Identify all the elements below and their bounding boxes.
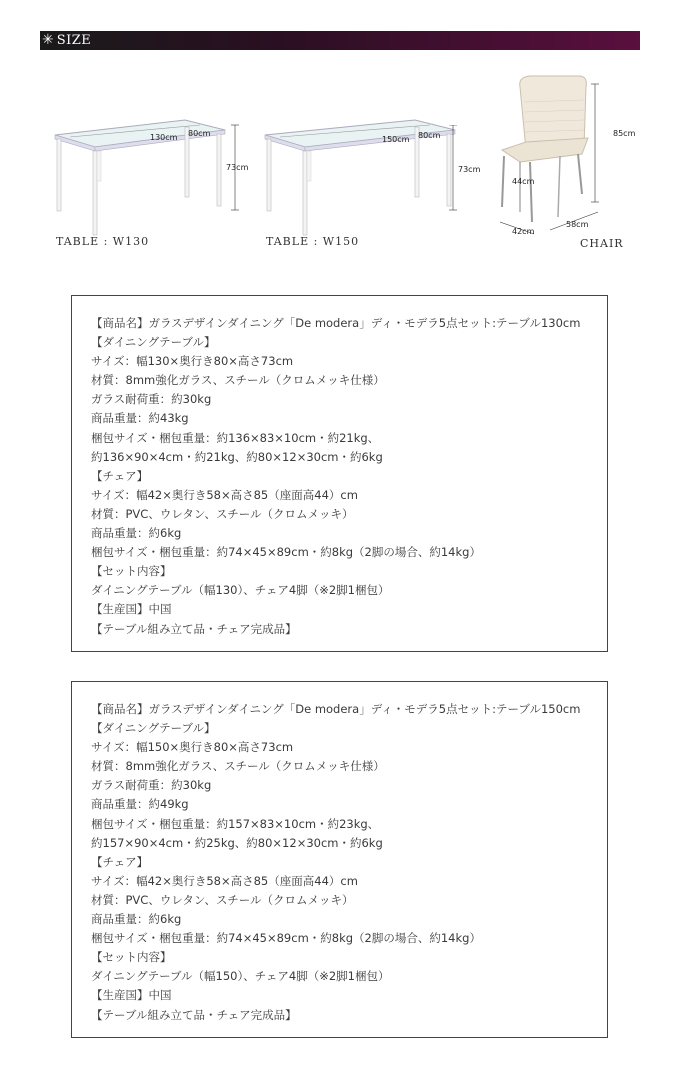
spec-line: 梱包サイズ・梱包重量：約136×83×10cm・約21kg、	[91, 430, 380, 445]
spec-line: 【セット内容】	[91, 950, 172, 965]
spec-line: 【セット内容】	[91, 564, 172, 579]
spec-line: 約157×90×4cm・約25kg、約80×12×30cm・約6kg	[91, 835, 383, 850]
spec-line: 梱包サイズ・梱包重量：約74×45×89cm・約8kg（2脚の場合、約14kg）	[91, 931, 481, 946]
table-130-height: 73cm	[226, 163, 249, 172]
spec-line: 【ダイニングテーブル】	[91, 721, 216, 736]
chair-label: CHAIR	[580, 237, 624, 250]
table-150-height: 73cm	[458, 165, 481, 174]
spec-line: 【商品名】ガラスデザインダイニング「De modera」ディ・モデラ5点セット:テーブル130cm	[91, 316, 581, 330]
chair-depth: 58cm	[566, 220, 589, 229]
spec-line: 商品重量：約6kg	[91, 912, 182, 927]
spec-line: 材質：PVC、ウレタン、スチール（クロムメッキ）	[91, 892, 354, 907]
spec-line: サイズ：幅130×奥行き80×高さ73cm	[91, 354, 294, 369]
spec-box-150	[71, 681, 608, 1038]
section-title: SIZE	[56, 33, 92, 48]
spec-line: 梱包サイズ・梱包重量：約157×83×10cm・約23kg、	[91, 816, 380, 831]
spec-line: サイズ：幅42×奥行き58×高さ85（座面高44）cm	[91, 487, 358, 502]
spec-line: 【チェア】	[91, 854, 149, 869]
chair-seat-height: 44cm	[512, 177, 535, 186]
table-150-height-line	[448, 125, 458, 215]
spec-line: サイズ：幅42×奥行き58×高さ85（座面高44）cm	[91, 873, 358, 888]
table-130-label: TABLE : W130	[56, 235, 150, 248]
spec-box-130	[71, 295, 608, 652]
table-150-width: 150cm	[382, 135, 410, 144]
asterisk-icon: ✳	[42, 32, 54, 48]
spec-line: 【テーブル組み立て品・チェア完成品】	[91, 621, 297, 636]
spec-line: ガラス耐荷重：約30kg	[91, 778, 212, 793]
table-130-depth: 80cm	[188, 129, 211, 138]
spec-line: 【テーブル組み立て品・チェア完成品】	[91, 1007, 297, 1022]
spec-line: 梱包サイズ・梱包重量：約74×45×89cm・約8kg（2脚の場合、約14kg）	[91, 545, 481, 560]
spec-line: サイズ：幅150×奥行き80×高さ73cm	[91, 740, 294, 755]
chair-illustration	[490, 72, 620, 242]
chair-width: 42cm	[512, 227, 535, 236]
spec-line: ダイニングテーブル（幅150）、チェア4脚（※2脚1梱包）	[91, 969, 390, 984]
size-section-header	[40, 31, 640, 50]
size-figures	[0, 60, 680, 260]
spec-line: ダイニングテーブル（幅130）、チェア4脚（※2脚1梱包）	[91, 583, 390, 598]
spec-line: 商品重量：約43kg	[91, 411, 189, 426]
table-130-illustration	[45, 115, 250, 245]
table-150-label: TABLE : W150	[266, 235, 360, 248]
spec-line: 商品重量：約6kg	[91, 526, 182, 541]
spec-line: 商品重量：約49kg	[91, 797, 189, 812]
spec-line: 【ダイニングテーブル】	[91, 335, 216, 350]
spec-line: 【商品名】ガラスデザインダイニング「De modera」ディ・モデラ5点セット:テーブル150cm	[91, 702, 581, 716]
spec-line: 約136×90×4cm・約21kg、約80×12×30cm・約6kg	[91, 449, 383, 464]
spec-line: 材質：8mm強化ガラス、スチール（クロムメッキ仕様）	[91, 373, 385, 388]
spec-line: 材質：PVC、ウレタン、スチール（クロムメッキ）	[91, 506, 354, 521]
spec-line: 【チェア】	[91, 468, 149, 483]
spec-line: 材質：8mm強化ガラス、スチール（クロムメッキ仕様）	[91, 759, 385, 774]
table-150-depth: 80cm	[418, 131, 441, 140]
spec-line: 【生産国】中国	[91, 988, 172, 1003]
table-130-width: 130cm	[150, 133, 178, 142]
chair-height: 85cm	[613, 129, 636, 138]
spec-line: ガラス耐荷重：約30kg	[91, 392, 212, 407]
spec-line: 【生産国】中国	[91, 602, 172, 617]
